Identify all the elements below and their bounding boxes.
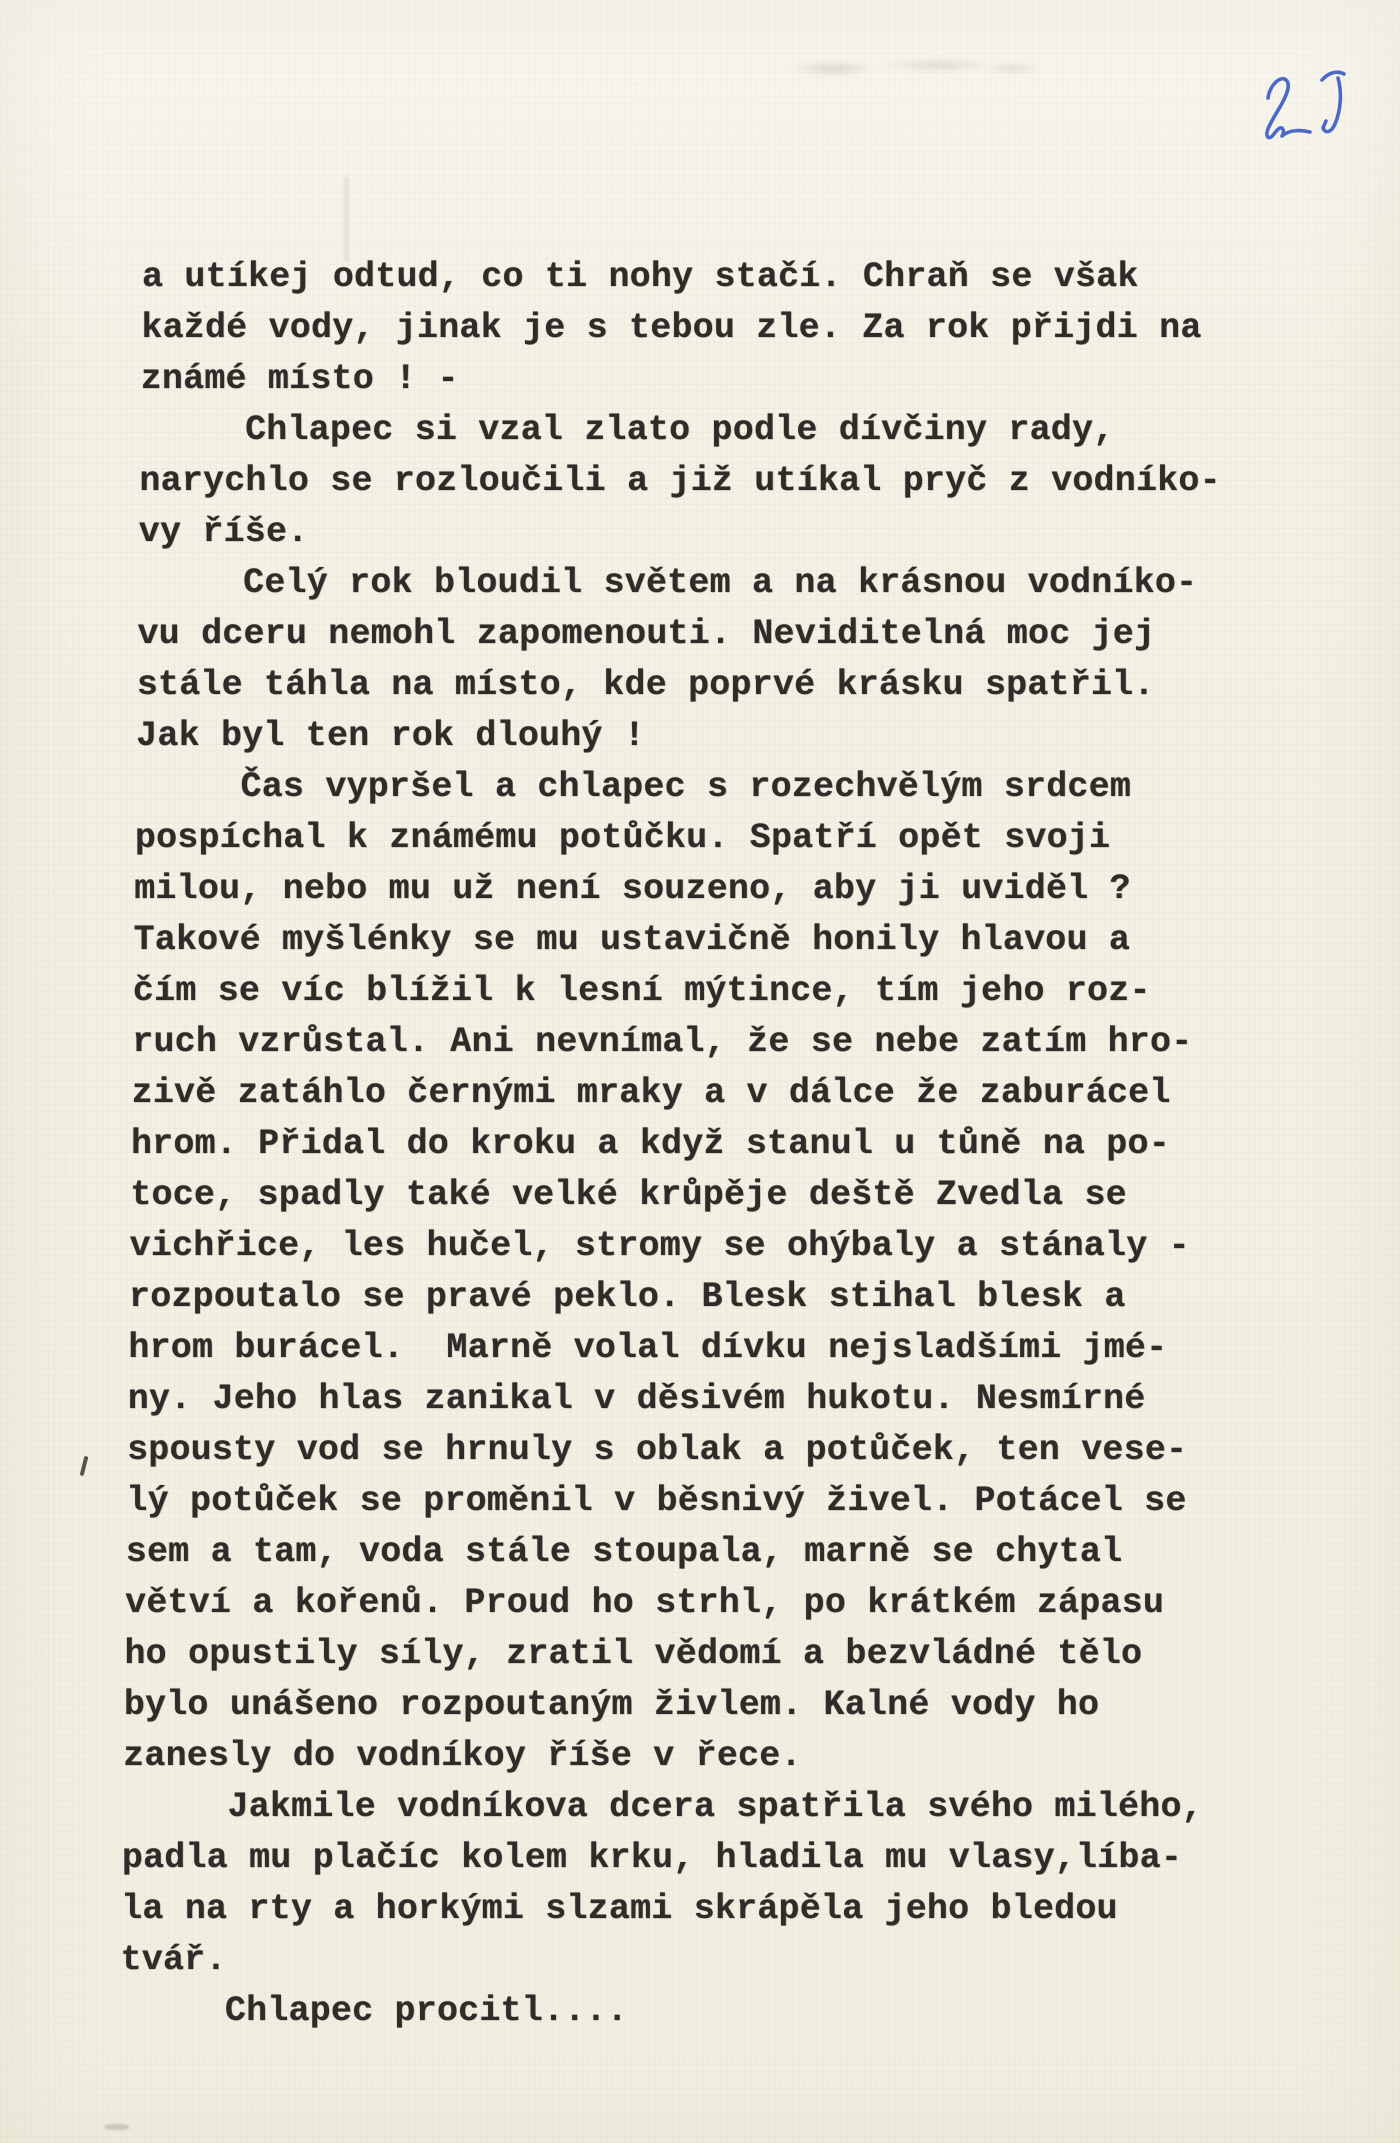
text-line: milou, nebo mu už není souzeno, aby ji uviděl ? (134, 869, 1131, 909)
text-line: sem a tam, voda stále stoupala, marně se chytal (125, 1532, 1123, 1572)
scan-speck (104, 2124, 130, 2130)
text-line: la na rty a horkými slzami skrápěla jeho bledou (121, 1889, 1118, 1929)
text-line: padla mu plačíc kolem krku, hladila mu vlasy,líba- (121, 1838, 1183, 1878)
text-line: každé vody, jinak je s tebou zle. Za rok přijdi na (141, 308, 1202, 348)
text-line: Čas vypršel a chlapec s rozechvělým srdcem (240, 767, 1132, 807)
text-line: ho opustily síly, zratil vědomí a bezvládné tělo (124, 1634, 1143, 1674)
text-line: zivě zatáhlo černými mraky a v dálce že zaburácel (131, 1073, 1171, 1113)
text-line: větví a kořenů. Proud ho strhl, po krátkém zápasu (125, 1583, 1165, 1623)
text-line: Takové myšlénky se mu ustavičně honily hlavou a (133, 920, 1131, 960)
handwritten-digits-strokes (1252, 58, 1362, 168)
text-line: hrom burácel. Marně volal dívku nejsladšími jmé- (128, 1328, 1168, 1368)
paper-crease (345, 176, 348, 262)
text-line: Chlapec si vzal zlato podle dívčiny rady, (245, 410, 1115, 450)
text-line: Celý rok bloudil světem a na krásnou vodníko- (243, 563, 1198, 603)
text-line: a utíkej odtud, co ti nohy stačí. Chraň se však (142, 257, 1139, 297)
text-line: tvář. (120, 1940, 227, 1980)
text-line: bylo unášeno rozpoutaným živlem. Kalné vody ho (123, 1685, 1100, 1725)
stray-ink-mark (80, 1456, 89, 1476)
scan-smudge (788, 50, 1038, 84)
text-line: vu dceru nemohl zapomenouti. Neviditelná moc jej (137, 614, 1156, 654)
text-line: hrom. Přidal do kroku a když stanul u tůně na po- (130, 1124, 1170, 1164)
text-line: čím se víc blížil k lesní mýtince, tím jeho roz- (132, 971, 1151, 1011)
text-line: Jak byl ten rok dlouhý ! (136, 716, 646, 756)
handwritten-page-number (1252, 58, 1362, 168)
text-line: toce, spadly také velké krůpěje deště Zvedla se (130, 1175, 1127, 1215)
text-line: vichřice, les hučel, stromy se ohýbaly a stánaly - (129, 1226, 1190, 1266)
text-line: zanesly do vodníkoy říše v řece. (123, 1736, 802, 1776)
text-line: ruch vzrůstal. Ani nevnímal, že se nebe zatím hro- (132, 1022, 1193, 1062)
text-line: lý potůček se proměnil v běsnivý živel. Potácel se (126, 1481, 1187, 1521)
text-line: vy říše. (138, 512, 309, 552)
text-line: známé místo ! - (140, 359, 459, 399)
text-line: stále táhla na místo, kde poprvé krásku spatřil. (136, 665, 1155, 705)
typewritten-text (120, 252, 1221, 2037)
text-line: spousty vod se hrnuly s oblak a potůček, ten vese- (127, 1430, 1188, 1470)
text-line: pospíchal k známému potůčku. Spatří opět svoji (134, 818, 1111, 858)
text-line: Chlapec procitl.... (224, 1991, 628, 2031)
text-line: rozpoutalo se pravé peklo. Blesk stihal blesk a (129, 1277, 1126, 1317)
text-line: ny. Jeho hlas zanikal v děsivém hukotu. Nesmírné (127, 1379, 1146, 1419)
text-line: Jakmile vodníkova dcera spatřila svého milého, (227, 1787, 1203, 1827)
text-line: narychlo se rozloučili a již utíkal pryč z vodníko- (139, 461, 1221, 501)
